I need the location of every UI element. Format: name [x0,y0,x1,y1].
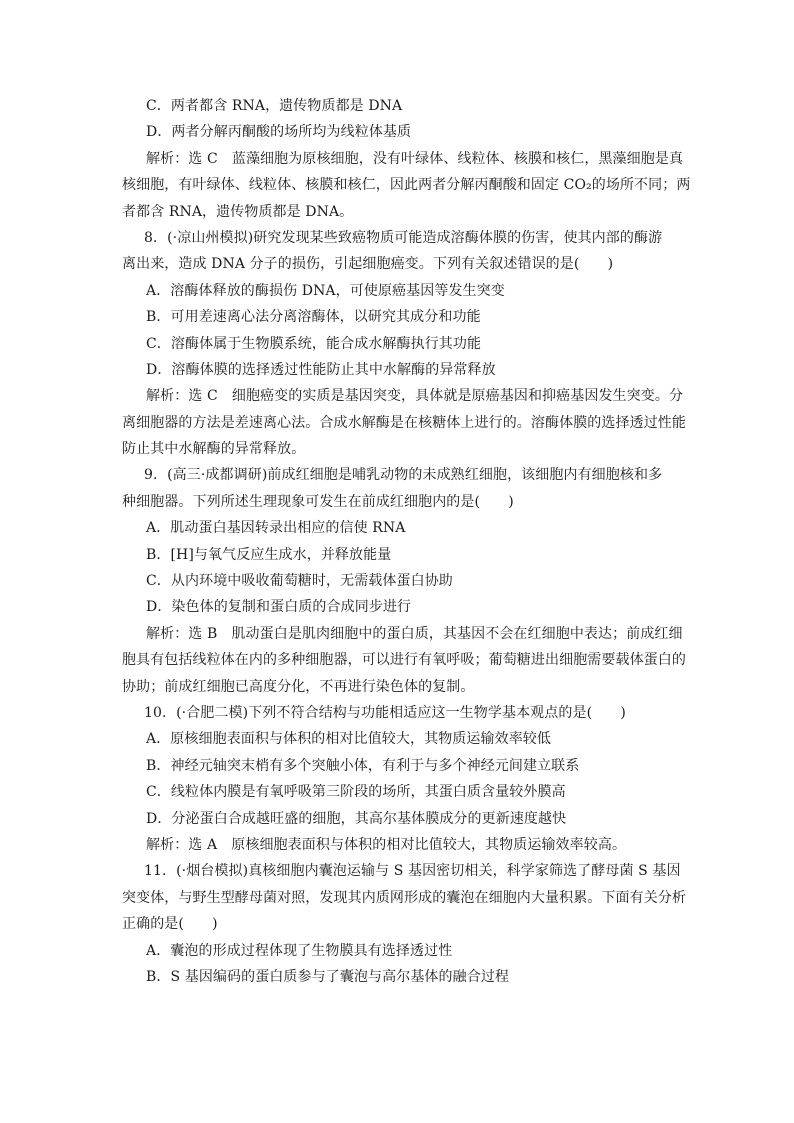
text-line: D．分泌蛋白合成越旺盛的细胞，其高尔基体膜成分的更新速度越快 [146,810,567,827]
text-line: 离细胞器的方法是差速离心法。合成水解酶是在核糖体上进行的。溶酶体膜的选择透过性能 [122,414,686,431]
text-line: 解析：选 C 蓝藻细胞为原核细胞，没有叶绿体、线粒体、核膜和核仁，黑藻细胞是真 [146,150,684,167]
document-body [122,93,691,990]
text-line: 正确的是( ) [122,916,218,933]
text-line: 9．(高三·成都调研)前成红细胞是哺乳动物的未成熟红细胞，该细胞内有细胞核和多 [144,467,663,484]
text-line: C．溶酶体属于生物膜系统，能合成水解酶执行其功能 [146,335,482,352]
text-line: C．两者都含 RNA，遗传物质都是 DNA [146,98,403,114]
text-line: 协助；前成红细胞已高度分化，不再进行染色体的复制。 [122,678,475,695]
text-line: 离出来，造成 DNA 分子的损伤，引起细胞癌变。下列有关叙述错误的是( ) [122,256,614,273]
text-line: A．原核细胞表面积与体积的相对比值较大，其物质运输效率较低 [146,731,552,748]
text-line: D．两者分解丙酮酸的场所均为线粒体基质 [146,124,412,141]
text-line: 解析：选 B 肌动蛋白是肌肉细胞中的蛋白质，其基因不会在红细胞中表达；前成红细 [146,625,683,642]
text-line: A．肌动蛋白基因转录出相应的信使 RNA [146,520,406,537]
text-line: 11．(·烟台模拟)真核细胞内囊泡运输与 S 基因密切相关，科学家筛选了酵母菌 S 基因 [144,863,681,880]
text-line: 核细胞，有叶绿体、线粒体、核膜和核仁，因此两者分解丙酮酸和固定 CO₂的场所不同；两 [122,177,691,194]
text-line: B．[H]与氧气反应生成水，并释放能量 [146,546,392,563]
text-line: C．从内环境中吸收葡萄糖时，无需载体蛋白协助 [146,573,453,590]
text-line: 种细胞器。下列所述生理现象可发生在前成红细胞内的是( ) [122,493,514,510]
text-line: 防止其中水解酶的异常释放。 [122,441,306,458]
text-line: A．囊泡的形成过程体现了生物膜具有选择透过性 [146,942,453,959]
text-line: C．线粒体内膜是有氧呼吸第三阶段的场所，其蛋白质含量较外膜高 [146,784,566,801]
text-line: 胞具有包括线粒体在内的多种细胞器，可以进行有氧呼吸；葡萄糖进出细胞需要载体蛋白的 [122,652,686,669]
text-line: D．溶酶体膜的选择透过性能防止其中水解酶的异常释放 [146,361,496,378]
text-line: A．溶酶体释放的酶损伤 DNA，可使原癌基因等发生突变 [146,282,505,299]
text-line: 突变体，与野生型酵母菌对照，发现其内质网形成的囊泡在细胞内大量积累。下面有关分析 [122,889,686,906]
text-line: 10．(·合肥二模)下列不符合结构与功能相适应这一生物学基本观点的是( ) [144,704,626,721]
text-line: 者都含 RNA，遗传物质都是 DNA。 [122,203,354,220]
text-line: D．染色体的复制和蛋白质的合成同步进行 [146,599,412,616]
text-line: B．S 基因编码的蛋白质参与了囊泡与高尔基体的融合过程 [146,968,510,985]
text-line: 8．(·凉山州模拟)研究发现某些致癌物质可能造成溶酶体膜的伤害，使其内部的酶游 [144,229,663,246]
text-line: B．可用差速离心法分离溶酶体，以研究其成分和功能 [146,309,481,326]
text-line: 解析：选 C 细胞癌变的实质是基因突变，具体就是原癌基因和抑癌基因发生突变。分 [146,388,684,405]
text-line: B．神经元轴突末梢有多个突触小体，有利于与多个神经元间建立联系 [146,757,580,774]
text-line: 解析：选 A 原核细胞表面积与体积的相对比值较大，其物质运输效率较高。 [146,836,627,853]
